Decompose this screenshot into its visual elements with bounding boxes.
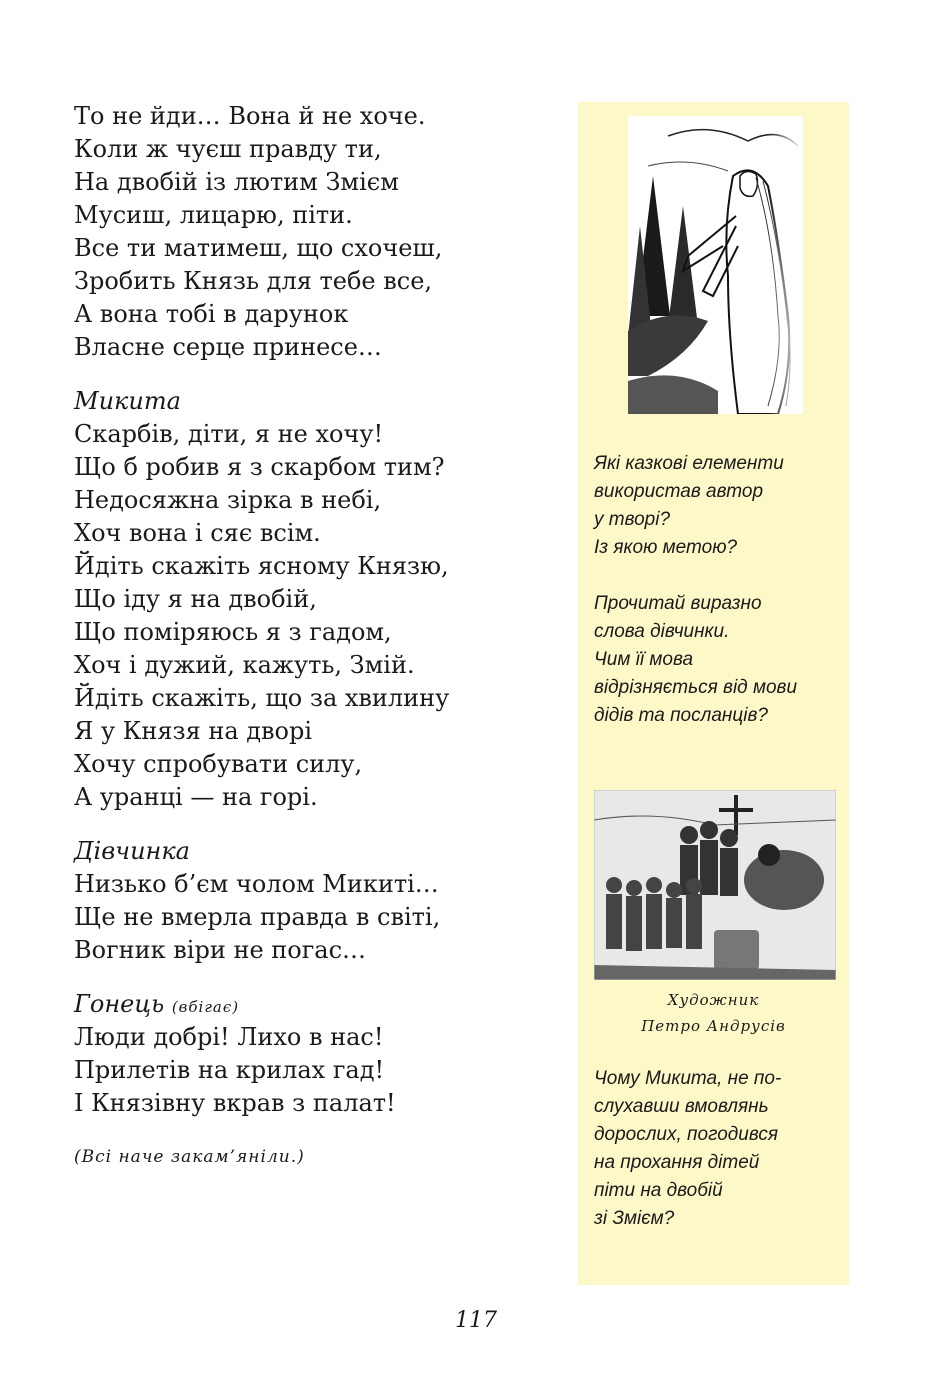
question-line: на прохання дітей [594, 1152, 760, 1173]
sidebar-panel [578, 102, 849, 1285]
verse-line: А вона тобі в дарунок [74, 300, 349, 328]
verse-line: І Князівну вкрав з палат! [74, 1089, 396, 1117]
question-line: Із якою метою? [594, 537, 738, 558]
verse-line: Ще не вмерла правда в світі, [74, 903, 441, 931]
question-line: відрізняється від мови [594, 677, 798, 698]
verse-line: Йдіть скажіть ясному Князю, [74, 552, 449, 580]
verse-line: Що поміряюсь я з гадом, [74, 618, 392, 646]
question-line: слова дівчинки. [594, 621, 730, 642]
question-line: використав автор [594, 481, 764, 502]
verse-line: Прилетів на крилах гад! [74, 1056, 385, 1084]
illustration-caption [578, 987, 849, 1039]
verse-line: А уранці — на горі. [74, 783, 318, 811]
verse-line: Мусиш, лицарю, піти. [74, 201, 353, 229]
verse-line: Скарбів, діти, я не хочу! [74, 420, 384, 448]
verse-line: Я у Князя на дворі [74, 717, 313, 745]
question-line: зі Змієм? [594, 1208, 675, 1229]
verse-line: Йдіть скажіть, що за хвилину [74, 684, 450, 712]
verse-line: Хоч і дужий, кажуть, Змій. [74, 651, 415, 679]
stanza-4 [74, 988, 554, 1120]
verse-line: Хоч вона і сяє всім. [74, 519, 321, 547]
question-line: у творі? [594, 509, 671, 530]
verse-line: Вогник віри не погас… [74, 936, 367, 964]
question-line: Прочитай виразно [594, 593, 762, 614]
poem-text [74, 100, 554, 1174]
question-line: Чому Микита, не по- [594, 1068, 782, 1089]
speaker-name: Дівчинка [74, 837, 190, 865]
verse-line: Зробить Князь для тебе все, [74, 267, 433, 295]
question-block-1 [594, 450, 844, 730]
question-line: слухавши вмовлянь [594, 1096, 769, 1117]
page-number: 117 [455, 1308, 497, 1333]
verse-line: Що іду я на двобій, [74, 585, 317, 613]
speaker-line [74, 988, 554, 1021]
speaker-name: Гонець [74, 990, 165, 1018]
caption-line: Художник [667, 991, 760, 1009]
verse-line: На двобій із лютим Змієм [74, 168, 399, 196]
verse-line: Люди добрі! Лихо в нас! [74, 1023, 384, 1051]
verse-line: Що б робив я з скарбом тим? [74, 453, 445, 481]
question-line: Чим її мова [594, 649, 694, 670]
question-line: дорослих, погодився [594, 1124, 779, 1145]
stage-direction: (вбігає) [171, 998, 240, 1016]
question-line: піти на двобій [594, 1180, 723, 1201]
question-line: дідів та посланців? [594, 705, 768, 726]
verse-line: Хочу спробувати силу, [74, 750, 363, 778]
verse-line: Коли ж чуєш правду ти, [74, 135, 382, 163]
caption-line: Петро Андрусів [641, 1017, 786, 1035]
speaker-name: Микита [74, 387, 181, 415]
crowd-illustration [594, 790, 836, 980]
verse-line: То не йди… Вона й не хоче. [74, 102, 426, 130]
verse-line: Низько б’єм чолом Микиті… [74, 870, 439, 898]
question-line: Які казкові елементи [594, 453, 784, 474]
verse-line: Все ти матимеш, що схочеш, [74, 234, 443, 262]
verse-line: Недосяжна зірка в небі, [74, 486, 382, 514]
question-block-3 [594, 1065, 844, 1233]
verse-line: Власне серце принесе… [74, 333, 382, 361]
girl-in-forest-illustration [628, 116, 803, 414]
stanza-3 [74, 835, 554, 967]
closing-stage-direction: (Всі наче закам’яніли.) [74, 1147, 305, 1167]
stanza-2 [74, 385, 554, 814]
stanza-1 [74, 100, 554, 364]
